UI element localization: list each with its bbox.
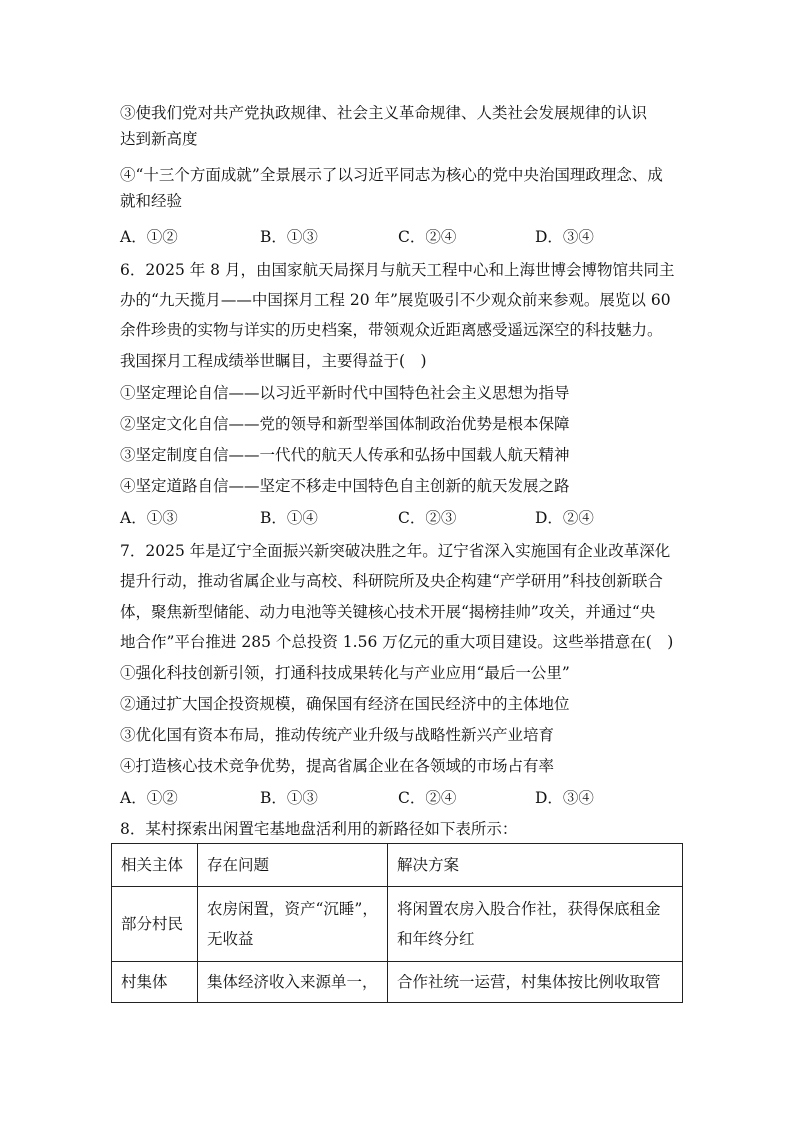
q6-statement-1: ①坚定理论自信——以习近平新时代中国特色社会主义思想为指导 — [120, 384, 570, 402]
q6-stem-line-1: 6．2025 年 8 月，由国家航天局探月与航天工程中心和上海世博会博物馆共同主 — [120, 261, 675, 279]
q5-option-d[interactable]: D．③④ — [535, 228, 594, 246]
q6-stem-line-2: 办的“九天揽月——中国探月工程 20 年”展览吸引不少观众前来参观。展览以 60 — [120, 291, 671, 309]
q5-statement-3-line-1: ③使我们党对共产党执政规律、社会主义革命规律、人类社会发展规律的认识 — [120, 104, 648, 122]
q7-option-d[interactable]: D．③④ — [535, 789, 594, 807]
q6-statement-3: ③坚定制度自信——一代代的航天人传承和弘扬中国载人航天精神 — [120, 446, 570, 464]
table-row — [112, 887, 683, 962]
table-header-row — [112, 844, 683, 887]
q6-option-c[interactable]: C．②③ — [398, 509, 457, 527]
q6-option-a[interactable]: A．①③ — [120, 509, 178, 527]
table-header-cell: 存在问题 — [198, 844, 388, 887]
q6-option-d[interactable]: D．②④ — [535, 509, 594, 527]
q7-stem-line-1: 7．2025 年是辽宁全面振兴新突破决胜之年。辽宁省深入实施国有企业改革深化 — [120, 542, 671, 560]
q5-statement-3-line-2: 达到新高度 — [120, 130, 198, 148]
q6-option-b[interactable]: B．①④ — [260, 509, 318, 527]
q5-statement-4-line-1: ④“十三个方面成就”全景展示了以习近平同志为核心的党中央治国理政理念、成 — [120, 166, 663, 184]
table-cell: 将闲置农房入股合作社，获得保底租金和年终分红 — [388, 887, 683, 962]
q7-stem-line-4: 地合作”平台推进 285 个总投资 1.56 万亿元的重大项目建设。这些举措意在( ) — [120, 633, 674, 651]
q5-statement-4-line-2: 就和经验 — [120, 192, 183, 210]
q8-table — [111, 843, 683, 1003]
table-cell: 合作社统一运营，村集体按比例收取管 — [388, 962, 683, 1003]
q6-statement-2: ②坚定文化自信——党的领导和新型举国体制政治优势是根本保障 — [120, 415, 570, 433]
table-header-cell: 相关主体 — [112, 844, 198, 887]
q7-option-b[interactable]: B．①③ — [260, 789, 318, 807]
q7-statement-1: ①强化科技创新引领，打通科技成果转化与产业应用“最后一公里” — [120, 664, 570, 682]
q7-option-c[interactable]: C．②④ — [398, 789, 457, 807]
q6-stem-line-3: 余件珍贵的实物与详实的历史档案，带领观众近距离感受遥远深空的科技魅力。 — [120, 321, 663, 339]
q5-option-b[interactable]: B．①③ — [260, 228, 318, 246]
table-cell: 农房闲置，资产“沉睡”，无收益 — [198, 887, 388, 962]
q5-option-c[interactable]: C．②④ — [398, 228, 457, 246]
q7-stem-line-3: 体，聚焦新型储能、动力电池等关键核心技术开展“揭榜挂帅”攻关，并通过“央 — [120, 603, 656, 621]
q7-statement-2: ②通过扩大国企投资规模，确保国有经济在国民经济中的主体地位 — [120, 695, 570, 713]
q6-statement-4: ④坚定道路自信——坚定不移走中国特色自主创新的航天发展之路 — [120, 477, 570, 495]
q7-statement-4: ④打造核心技术竞争优势，提高省属企业在各领域的市场占有率 — [120, 757, 555, 775]
q5-option-a[interactable]: A．①② — [120, 228, 178, 246]
table-header-cell: 解决方案 — [388, 844, 683, 887]
q7-stem-line-2: 提升行动，推动省属企业与高校、科研院所及央企构建“产学研用”科技创新联合 — [120, 572, 663, 590]
table-cell: 部分村民 — [112, 887, 198, 962]
q7-statement-3: ③优化国有资本布局，推动传统产业升级与战略性新兴产业培育 — [120, 726, 555, 744]
q7-option-a[interactable]: A．①② — [120, 789, 178, 807]
q6-stem-line-4: 我国探月工程成绩举世瞩目，主要得益于( ) — [120, 352, 427, 370]
table-cell: 村集体 — [112, 962, 198, 1003]
table-cell: 集体经济收入来源单一， — [198, 962, 388, 1003]
table-row — [112, 962, 683, 1003]
q8-stem: 8．某村探索出闲置宅基地盘活利用的新路径如下表所示： — [120, 820, 518, 838]
